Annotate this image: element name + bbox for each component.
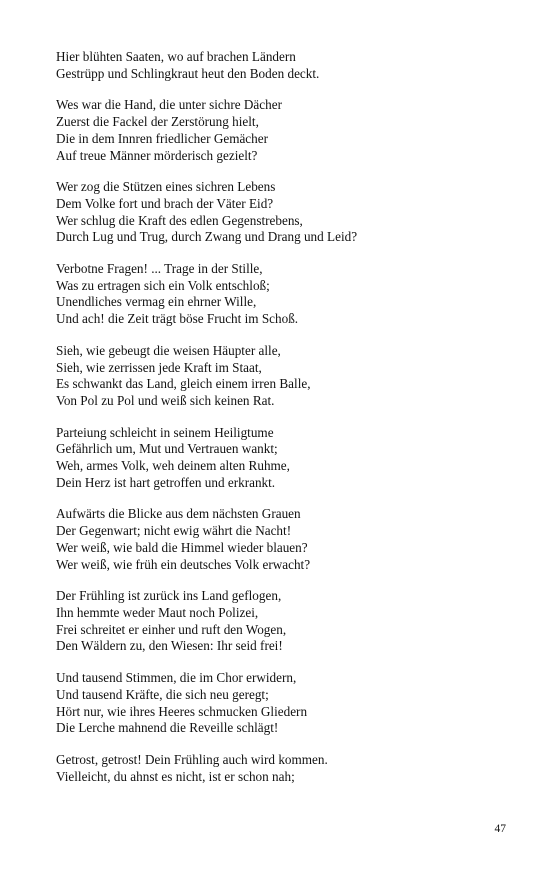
poem-line: Sieh, wie zerrissen jede Kraft im Staat, xyxy=(56,359,262,375)
poem-line: Dem Volke fort und brach der Väter Eid? xyxy=(56,195,274,211)
poem-line: Wer zog die Stützen eines sichren Lebens xyxy=(56,179,276,195)
poem-line: Und ach! die Zeit trägt böse Frucht im Schoß. xyxy=(56,311,299,327)
stanza-8 xyxy=(56,588,516,655)
poem-line: Parteiung schleicht in seinem Heiligtume xyxy=(56,424,274,440)
poem-line: Den Wäldern zu, den Wiesen: Ihr seid frei! xyxy=(56,638,283,654)
poem-line: Gefährlich um, Mut und Vertrauen wankt; xyxy=(56,441,278,457)
poem-line: Vielleicht, du ahnst es nicht, ist er schon nah; xyxy=(56,768,295,784)
poem-line: Was zu ertragen sich ein Volk entschloß; xyxy=(56,277,270,293)
poem-line: Der Gegenwart; nicht ewig währt die Nacht! xyxy=(56,523,292,539)
stanza-6 xyxy=(56,425,516,492)
poem-body xyxy=(56,49,516,800)
stanza-4 xyxy=(56,261,516,328)
poem-line: Und tausend Kräfte, die sich neu geregt; xyxy=(56,686,269,702)
poem-line: Hört nur, wie ihres Heeres schmucken Gliedern xyxy=(56,703,308,719)
poem-line: Die Lerche mahnend die Reveille schlägt! xyxy=(56,720,279,736)
poem-line: Unendliches vermag ein ehrner Wille, xyxy=(56,294,257,310)
poem-line: Frei schreitet er einher und ruft den Wogen, xyxy=(56,621,287,637)
poem-line: Ihn hemmte weder Maut noch Polizei, xyxy=(56,604,259,620)
stanza-7 xyxy=(56,506,516,573)
poem-line: Aufwärts die Blicke aus dem nächsten Grauen xyxy=(56,506,301,522)
poem-line: Und tausend Stimmen, die im Chor erwidern, xyxy=(56,670,297,686)
poem-line: Wes war die Hand, die unter sichre Dächer xyxy=(56,97,282,113)
poem-line: Durch Lug und Trug, durch Zwang und Drang und Leid? xyxy=(56,229,358,245)
poem-line: Wer weiß, wie bald die Himmel wieder blauen? xyxy=(56,539,308,555)
stanza-3 xyxy=(56,179,516,246)
stanza-10 xyxy=(56,752,516,785)
poem-line: Getrost, getrost! Dein Frühling auch wird kommen. xyxy=(56,751,328,767)
poem-line: Weh, armes Volk, weh deinem alten Ruhme, xyxy=(56,458,290,474)
page-number: 47 xyxy=(494,823,506,835)
poem-line: Wer schlug die Kraft des edlen Gegenstrebens, xyxy=(56,212,303,228)
poem-line: Wer weiß, wie früh ein deutsches Volk erwacht? xyxy=(56,556,311,572)
stanza-1 xyxy=(56,49,516,82)
stanza-9 xyxy=(56,670,516,737)
poem-line: Sieh, wie gebeugt die weisen Häupter alle, xyxy=(56,342,281,358)
poem-line: Der Frühling ist zurück ins Land geflogen, xyxy=(56,588,282,604)
poem-line: Gestrüpp und Schlingkraut heut den Boden deckt. xyxy=(56,65,320,81)
stanza-5 xyxy=(56,343,516,410)
stanza-2 xyxy=(56,97,516,164)
poem-line: Dein Herz ist hart getroffen und erkrankt. xyxy=(56,474,276,490)
poem-line: Von Pol zu Pol und weiß sich keinen Rat. xyxy=(56,392,275,408)
poem-line: Auf treue Männer mörderisch gezielt? xyxy=(56,147,258,163)
poem-line: Zuerst die Fackel der Zerstörung hielt, xyxy=(56,114,259,130)
poem-line: Hier blühten Saaten, wo auf brachen Ländern xyxy=(56,49,296,64)
poem-line: Es schwankt das Land, gleich einem irren Balle, xyxy=(56,376,311,392)
poem-line: Die in dem Innren friedlicher Gemächer xyxy=(56,130,268,146)
poem-line: Verbotne Fragen! ... Trage in der Stille, xyxy=(56,261,263,277)
